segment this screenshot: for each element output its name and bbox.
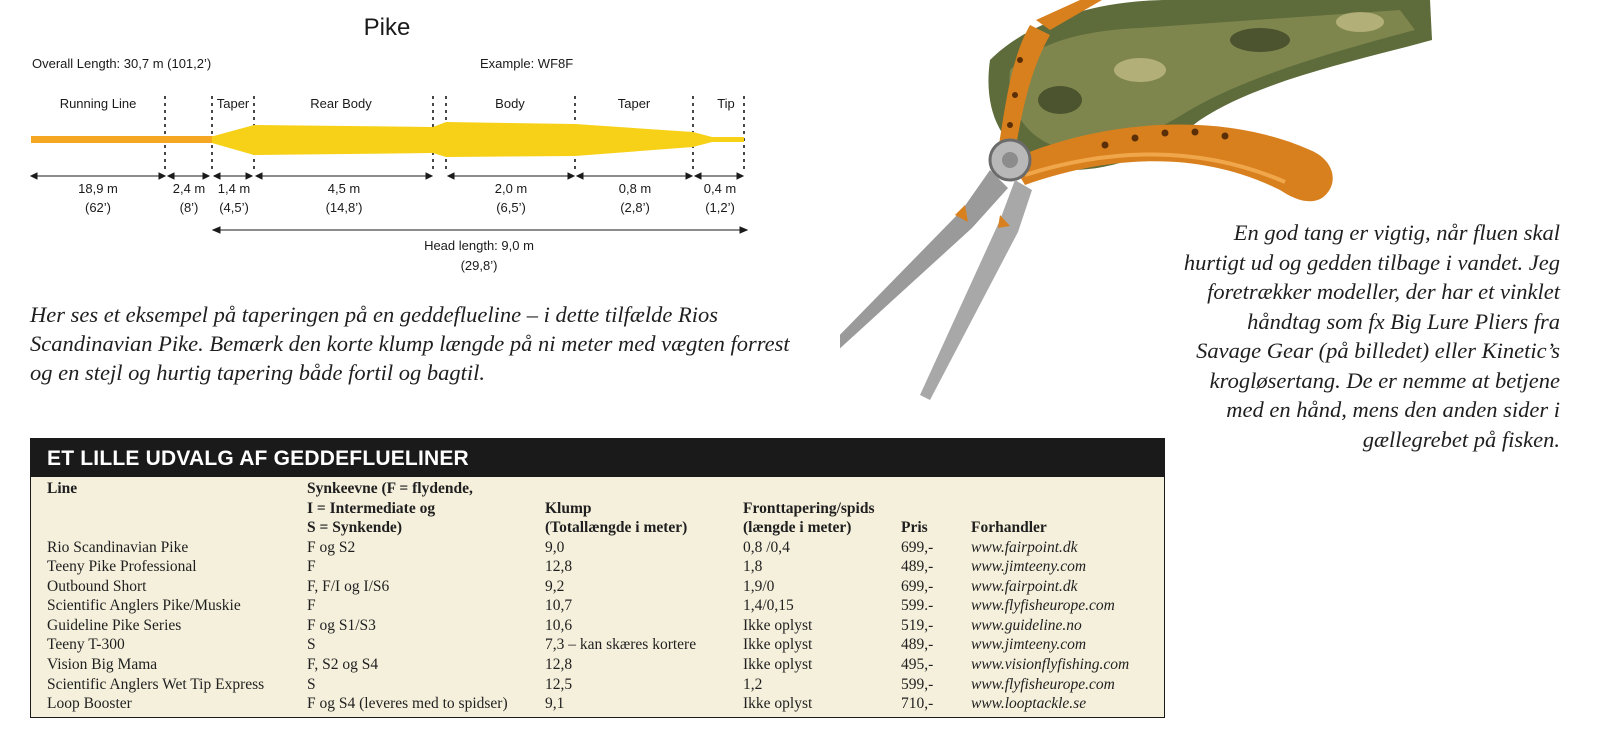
cell-front: 1,2 [743,675,763,693]
cell-klump: 12,8 [545,558,573,576]
table-row [47,635,1161,655]
segment-label: Running Line [59,96,137,111]
segment-label: Rear Body [310,96,372,111]
segment-feet: (8’) [179,200,199,215]
header-dealer: Forhandler [971,519,1047,536]
example-label: Example: WF8F [480,56,574,71]
header-klump [545,479,743,538]
cell-sink: F [307,558,316,576]
cell-sink: S [307,636,316,654]
cell-front: Ikke oplyst [743,695,813,713]
cell-dealer: www.jimteeny.com [971,558,1087,576]
header-sink-line1: Synkeevne (F = flydende, [307,480,473,497]
table-header-row [47,479,1161,538]
line-head [212,122,744,157]
header-front [743,479,901,538]
table-row [47,596,1161,616]
cell-line: Vision Big Mama [47,656,158,674]
cell-front: Ikke oplyst [743,636,813,654]
header-klump-line2: (Totallængde i meter) [545,519,688,536]
head-length: Head length: 9,0 m [424,238,534,253]
cell-line: Guideline Pike Series [47,616,182,634]
overall-length: Overall Length: 30,7 m (101,2’) [32,56,212,71]
cell-front: 1,4/0,15 [743,597,794,615]
table-row [47,655,1161,675]
lines-table [47,479,1161,714]
cell-dealer: www.jimteeny.com [971,636,1087,654]
cell-line: Scientific Anglers Pike/Muskie [47,597,241,615]
header-front-line1: Fronttapering/spids [743,499,875,517]
table-row [47,616,1161,636]
cell-sink: F og S4 (leveres med to spidser) [307,695,508,713]
line-taper-diagram [0,0,800,290]
header-sink-line3: S = Synkende) [307,519,402,536]
cell-dealer: www.visionflyfishing.com [971,656,1130,674]
cell-dealer: www.guideline.no [971,616,1082,634]
cell-klump: 9,1 [545,695,565,713]
fly-line-table [30,438,1165,718]
cell-front: Ikke oplyst [743,656,813,674]
cell-dealer: www.flyfisheurope.com [971,675,1115,693]
table-row [47,577,1161,597]
cell-front: Ikke oplyst [743,616,813,634]
cell-sink: F [307,597,316,615]
cell-sink: F og S2 [307,538,356,556]
cell-price: 710,- [901,695,934,713]
segment-label: Body [495,96,525,111]
segment-feet: (2,8’) [620,200,650,215]
segment-meters: 2,4 m [172,181,206,196]
head-length-feet: (29,8’) [460,258,498,273]
cell-line: Loop Booster [47,695,132,713]
cell-dealer: www.fairpoint.dk [971,538,1078,556]
cell-sink: F og S1/S3 [307,616,376,634]
segment-feet: (4,5’) [219,200,249,215]
cell-price: 519,- [901,616,934,634]
pliers-caption: En god tang er vigtig, når fluen skal hurtigt ud og gedden tilbage i vandet. Jeg foretrækker modeller, der har et vinklet håndtag som fx Big Lure Pliers fra Savage Gear (på billedet) eller Kinetic’s krogløsertang. De er nemme at betjene med en hånd, mens den anden sider i gællegrebet på fisken. [1183,220,1560,452]
header-klump-line1: Klump [545,499,592,517]
diagram-caption: Her ses et eksempel på taperingen på en geddeflueline – i dette tilfælde Rios Scandinavian Pike. Bemærk den korte klump længde på ni meter med vægten forrest og en stejl og hurtig tapering både fortil og bagtil. [30,302,790,385]
cell-line: Teeny T-300 [47,636,125,654]
cell-price: 599.- [901,597,934,615]
cell-klump: 12,8 [545,656,573,674]
diagram-title: Pike [363,14,411,41]
cell-dealer: www.flyfisheurope.com [971,597,1115,615]
cell-klump: 9,0 [545,538,565,556]
cell-front: 1,9/0 [743,577,775,595]
cell-sink: S [307,675,316,693]
cell-line: Teeny Pike Professional [47,558,197,576]
segment-meters: 18,9 m [78,181,118,196]
cell-line: Outbound Short [47,577,147,595]
cell-klump: 10,7 [545,597,573,615]
cell-price: 495,- [901,656,934,674]
segment-meters: 2,0 m [494,181,528,196]
cell-front: 1,8 [743,558,763,576]
cell-klump: 10,6 [545,616,573,634]
segment-label: Taper [216,96,250,111]
segment-meters: 4,5 m [327,181,361,196]
cell-klump: 7,3 – kan skæres kortere [545,636,697,654]
table-row [47,557,1161,577]
running-line [31,136,213,143]
segment-label: Taper [617,96,651,111]
header-price: Pris [901,519,928,536]
header-line: Line [47,480,78,497]
segment-feet: (62’) [84,200,112,215]
header-front-line2: (længde i meter) [743,519,852,536]
cell-price: 699,- [901,538,934,556]
segment-feet: (1,2’) [705,200,735,215]
cell-line: Rio Scandinavian Pike [47,538,189,556]
table-row [47,538,1161,558]
cell-dealer: www.fairpoint.dk [971,577,1078,595]
cell-dealer: www.looptackle.se [971,695,1087,713]
cell-klump: 9,2 [545,577,565,595]
cell-sink: F, F/I og I/S6 [307,577,390,595]
cell-price: 699,- [901,577,934,595]
table-title: ET LILLE UDVALG AF GEDDEFLUELINER [31,439,1164,477]
segment-label: Tip [717,96,735,111]
table-row [47,694,1161,714]
segment-meters: 0,4 m [703,181,737,196]
segment-feet: (6,5’) [496,200,526,215]
cell-front: 0,8 /0,4 [743,538,790,556]
header-sink-line2: I = Intermediate og [307,499,436,517]
cell-klump: 12,5 [545,675,573,693]
segment-meters: 1,4 m [217,181,251,196]
cell-sink: F, S2 og S4 [307,656,379,674]
segment-feet: (14,8’) [325,200,363,215]
header-sink [307,479,545,538]
cell-line: Scientific Anglers Wet Tip Express [47,675,265,693]
table-row [47,675,1161,695]
cell-price: 599,- [901,675,934,693]
segment-meters: 0,8 m [618,181,652,196]
cell-price: 489,- [901,636,934,654]
cell-price: 489,- [901,558,934,576]
